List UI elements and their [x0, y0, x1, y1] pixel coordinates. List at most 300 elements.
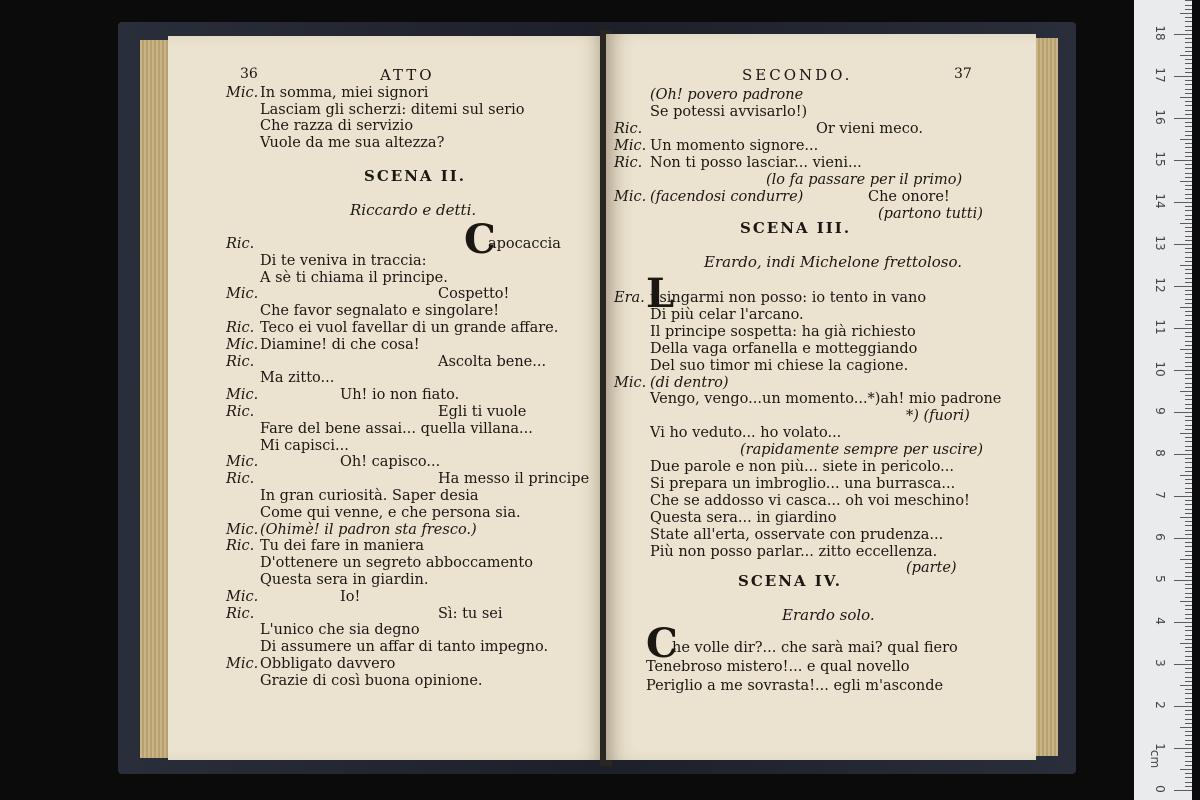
ruler-tick: [1185, 278, 1192, 279]
ruler-tick: [1185, 105, 1192, 106]
ruler-tick: [1185, 773, 1192, 774]
ruler-tick: [1174, 664, 1192, 665]
ruler-number: 5: [1153, 575, 1167, 583]
ruler-tick: [1185, 177, 1192, 178]
ruler-tick: [1185, 546, 1192, 547]
ruler-tick: [1185, 198, 1192, 199]
ruler-number: 9: [1153, 407, 1167, 415]
ruler-tick: [1180, 307, 1192, 308]
ruler-tick: [1185, 261, 1192, 262]
speaker-label: Mic.: [226, 588, 259, 605]
ruler-tick: [1185, 290, 1192, 291]
ruler-tick: [1185, 353, 1192, 354]
ruler-tick: [1185, 408, 1192, 409]
page-number: 36: [240, 66, 258, 82]
scene-title: SCENA III.: [740, 219, 852, 237]
text-line: Cospetto!: [438, 286, 510, 303]
ruler-tick: [1185, 173, 1192, 174]
ruler-tick: [1174, 496, 1192, 497]
ruler-number: 0: [1153, 785, 1167, 793]
text-line: State all'erta, osservate con prudenza...: [650, 526, 944, 543]
text-line: usingarmi non posso: io tento in vano: [650, 290, 927, 306]
ruler-tick: [1185, 714, 1192, 715]
ruler-tick: [1185, 9, 1192, 10]
speaker-label: Mic.: [614, 138, 647, 154]
ruler-tick: [1185, 110, 1192, 111]
ruler-tick: [1180, 55, 1192, 56]
ruler-tick: [1180, 475, 1192, 476]
ruler-tick: [1185, 206, 1192, 207]
ruler-tick: [1185, 513, 1192, 514]
ruler-tick: [1185, 5, 1192, 6]
left-page: [168, 36, 606, 760]
text-line: Uh! io non fiato.: [340, 387, 460, 404]
ruler-tick: [1174, 622, 1192, 623]
ruler-tick: [1185, 761, 1192, 762]
text-line: apocaccia: [488, 236, 561, 252]
ruler-tick: [1174, 370, 1192, 371]
ruler-tick: [1185, 47, 1192, 48]
ruler-tick: [1185, 752, 1192, 753]
ruler-tick: [1185, 51, 1192, 52]
ruler-tick: [1180, 685, 1192, 686]
speaker-label: Ric.: [614, 155, 643, 171]
ruler-tick: [1185, 42, 1192, 43]
text-line: Questa sera in giardin.: [260, 572, 429, 588]
ruler-tick: [1185, 542, 1192, 543]
ruler-tick: [1185, 698, 1192, 699]
ruler-tick: [1185, 509, 1192, 510]
ruler-tick: [1185, 483, 1192, 484]
ruler-tick: [1185, 689, 1192, 690]
ruler-tick: [1185, 534, 1192, 535]
text-line: (parte): [906, 560, 957, 577]
ruler-tick: [1185, 131, 1192, 132]
ruler-tick: [1185, 282, 1192, 283]
ruler-tick: [1185, 395, 1192, 396]
ruler-tick: [1185, 681, 1192, 682]
ruler-tick: [1185, 651, 1192, 652]
ruler-tick: [1185, 114, 1192, 115]
ruler-tick: [1174, 202, 1192, 203]
ruler-tick: [1185, 567, 1192, 568]
speaker-label: Mic.: [226, 656, 259, 672]
ruler-tick: [1180, 433, 1192, 434]
ruler-tick: [1174, 580, 1192, 581]
ruler-tick: [1174, 790, 1192, 791]
ruler-tick: [1180, 139, 1192, 140]
page-number: 37: [954, 66, 972, 82]
text-line: Vengo, vengo...un momento...*)ah! mio padrone: [650, 391, 1002, 408]
ruler-tick: [1180, 769, 1192, 770]
ruler-tick: [1185, 126, 1192, 127]
ruler-number: 7: [1153, 491, 1167, 499]
text-line: Non ti posso lasciar... vieni...: [650, 155, 862, 171]
text-line: Di più celar l'arcano.: [650, 306, 804, 323]
ruler-tick: [1185, 341, 1192, 342]
text-line: he volle dir?... che sarà mai? qual fiero: [672, 640, 958, 656]
ruler-number: 18: [1153, 25, 1167, 41]
ruler-tick: [1185, 588, 1192, 589]
ruler-tick: [1185, 252, 1192, 253]
ruler-tick: [1185, 563, 1192, 564]
ruler-tick: [1185, 357, 1192, 358]
ruler-tick: [1185, 399, 1192, 400]
speaker-label: Mic.: [226, 521, 259, 538]
text-line: Mi capisci...: [260, 437, 349, 454]
ruler-tick: [1185, 471, 1192, 472]
speaker-label: Era.: [614, 290, 645, 306]
ruler-tick: [1185, 156, 1192, 157]
speaker-label: Ric.: [226, 320, 255, 336]
ruler-tick: [1185, 668, 1192, 669]
ruler-tick: [1180, 559, 1192, 560]
ruler-tick: [1185, 656, 1192, 657]
ruler-tick: [1185, 374, 1192, 375]
speaker-label: Mic.: [226, 286, 259, 303]
ruler-tick: [1185, 420, 1192, 421]
ruler-tick: [1185, 68, 1192, 69]
ruler-tick: [1185, 576, 1192, 577]
scene-title: SCENA II.: [364, 167, 467, 185]
scene-cast: Erardo solo.: [782, 606, 875, 624]
ruler-tick: [1185, 366, 1192, 367]
ruler-tick: [1185, 17, 1192, 18]
ruler-tick: [1185, 0, 1192, 1]
ruler-tick: [1185, 215, 1192, 216]
text-line: Questa sera... in giardino: [650, 509, 837, 526]
ruler-tick: [1185, 458, 1192, 459]
ruler-tick: [1185, 609, 1192, 610]
ruler-tick: [1174, 454, 1192, 455]
speaker-label: Ric.: [226, 605, 255, 622]
ruler-tick: [1185, 80, 1192, 81]
ruler-tick: [1185, 30, 1192, 31]
ruler-tick: [1185, 299, 1192, 300]
ruler-number: 6: [1153, 533, 1167, 541]
ruler-tick: [1185, 525, 1192, 526]
ruler-tick: [1185, 416, 1192, 417]
ruler-tick: [1174, 286, 1192, 287]
speaker-label: Ric.: [226, 236, 255, 252]
text-line: Tenebroso mistero!... e qual novello: [646, 659, 910, 675]
speaker-label: Mic.: [226, 454, 259, 471]
text-line: Che favor segnalato e singolare!: [260, 303, 500, 320]
ruler-tick: [1185, 488, 1192, 489]
ruler-tick: [1185, 777, 1192, 778]
ruler-tick: [1180, 349, 1192, 350]
ruler-tick: [1185, 702, 1192, 703]
ruler-tick: [1185, 710, 1192, 711]
text-line: Fare del bene assai... quella villana...: [260, 420, 533, 437]
text-line: Tu dei fare in maniera: [260, 538, 424, 555]
ruler-tick: [1185, 521, 1192, 522]
ruler-tick: [1185, 593, 1192, 594]
ruler-tick: [1180, 601, 1192, 602]
ruler-tick: [1185, 152, 1192, 153]
text-line: (facendosi condurre): [650, 189, 804, 205]
ruler-tick: [1180, 643, 1192, 644]
ruler-tick: [1185, 614, 1192, 615]
ruler-tick: [1185, 231, 1192, 232]
ruler-tick: [1185, 210, 1192, 211]
ruler-tick: [1185, 429, 1192, 430]
text-line: A sè ti chiama il principe.: [260, 269, 448, 286]
ruler-tick: [1185, 782, 1192, 783]
speaker-label: Ric.: [226, 538, 255, 555]
text-line: Di te veniva in traccia:: [260, 252, 427, 269]
drop-cap: C: [646, 620, 678, 667]
ruler-number: 4: [1153, 617, 1167, 625]
speaker-label: Mic.: [226, 387, 259, 404]
text-line: Ma zitto...: [260, 370, 335, 387]
ruler-tick: [1185, 21, 1192, 22]
ruler-tick: [1185, 735, 1192, 736]
ruler-tick: [1185, 630, 1192, 631]
ruler-tick: [1185, 404, 1192, 405]
ruler-tick: [1185, 311, 1192, 312]
ruler-tick: [1185, 672, 1192, 673]
text-line: Che onore!: [868, 189, 950, 205]
ruler-tick: [1185, 740, 1192, 741]
text-line: Più non posso parlar... zitto eccellenza.: [650, 543, 938, 560]
ruler-tick: [1185, 122, 1192, 123]
ruler-tick: [1185, 387, 1192, 388]
text-line: Si prepara un imbroglio... una burrasca...: [650, 475, 956, 492]
ruler-number: 11: [1153, 319, 1167, 335]
ruler-tick: [1185, 315, 1192, 316]
ruler-tick: [1185, 731, 1192, 732]
scene-cast: Riccardo e detti.: [350, 201, 477, 219]
ruler-number: 12: [1153, 277, 1167, 293]
text-line: Come qui venne, e che persona sia.: [260, 504, 521, 521]
ruler-tick: [1185, 378, 1192, 379]
ruler-tick: [1185, 530, 1192, 531]
ruler-tick: [1185, 38, 1192, 39]
text-line: (Ohimè! il padron sta fresco.): [260, 521, 477, 538]
text-line: Di assumere un affar di tanto impegno.: [260, 639, 549, 656]
ruler-tick: [1185, 765, 1192, 766]
text-line: Diamine! di che cosa!: [260, 336, 420, 353]
text-line: Oh! capisco...: [340, 454, 441, 471]
ruler-tick: [1185, 719, 1192, 720]
ruler-tick: [1185, 693, 1192, 694]
ruler-tick: [1185, 618, 1192, 619]
ruler-number: 1: [1153, 743, 1167, 751]
ruler-tick: [1185, 584, 1192, 585]
ruler-tick: [1185, 467, 1192, 468]
running-header: SECONDO.: [742, 66, 853, 84]
ruler-tick: [1185, 441, 1192, 442]
text-line: Lasciam gli scherzi: ditemi sul serio: [260, 101, 525, 118]
drop-cap: C: [464, 216, 496, 263]
ruler-tick: [1185, 320, 1192, 321]
drop-cap: L: [646, 270, 675, 317]
ruler-number: 15: [1153, 151, 1167, 167]
scene-title: SCENA IV.: [738, 572, 843, 590]
text-line: (rapidamente sempre per uscire): [740, 442, 984, 459]
ruler-tick: [1185, 59, 1192, 60]
ruler-tick: [1185, 185, 1192, 186]
ruler-tick: [1185, 324, 1192, 325]
ruler-number: 16: [1153, 109, 1167, 125]
ruler-tick: [1185, 744, 1192, 745]
ruler-tick: [1174, 748, 1192, 749]
ruler-tick: [1185, 500, 1192, 501]
ruler-tick: [1185, 462, 1192, 463]
text-line: Ascolta bene...: [438, 353, 547, 370]
ruler-tick: [1185, 332, 1192, 333]
speaker-label: Mic.: [226, 85, 259, 101]
ruler-tick: [1180, 181, 1192, 182]
text-line: Del suo timor mi chiese la cagione.: [650, 357, 909, 374]
ruler-tick: [1185, 294, 1192, 295]
ruler-tick: [1185, 147, 1192, 148]
ruler-tick: [1180, 223, 1192, 224]
ruler-tick: [1185, 240, 1192, 241]
text-line: (partono tutti): [878, 206, 983, 222]
ruler-tick: [1185, 273, 1192, 274]
ruler-tick: [1185, 492, 1192, 493]
ruler-tick: [1174, 244, 1192, 245]
ruler-unit: cm: [1148, 749, 1163, 769]
ruler-number: 2: [1153, 701, 1167, 709]
ruler-tick: [1185, 219, 1192, 220]
text-line: Un momento signore...: [650, 138, 819, 154]
ruler-tick: [1185, 446, 1192, 447]
text-line: Egli ti vuole: [438, 404, 527, 420]
ruler-number: 14: [1153, 193, 1167, 209]
text-line: (di dentro): [650, 374, 729, 391]
text-line: L'unico che sia degno: [260, 622, 420, 639]
ruler-tick: [1185, 572, 1192, 573]
ruler-tick: [1185, 362, 1192, 363]
ruler-tick: [1185, 236, 1192, 237]
speaker-label: Ric.: [614, 121, 643, 137]
ruler-tick: [1174, 412, 1192, 413]
ruler-tick: [1185, 168, 1192, 169]
text-line: Obbligato davvero: [260, 656, 396, 672]
ruler-tick: [1185, 551, 1192, 552]
ruler-tick: [1185, 89, 1192, 90]
text-line: D'ottenere un segreto abboccamento: [260, 555, 533, 572]
text-line: Ha messo il principe: [438, 471, 590, 488]
text-line: Due parole e non più... siete in pericolo...: [650, 459, 954, 475]
ruler-tick: [1185, 101, 1192, 102]
text-line: Grazie di così buona opinione.: [260, 672, 483, 689]
ruler-tick: [1185, 660, 1192, 661]
right-page: [606, 34, 1036, 760]
text-line: Io!: [340, 588, 361, 605]
ruler-tick: [1185, 227, 1192, 228]
ruler-tick: [1185, 164, 1192, 165]
ruler-tick: [1185, 248, 1192, 249]
text-line: Sì: tu sei: [438, 605, 503, 622]
ruler-tick: [1180, 517, 1192, 518]
ruler-tick: [1185, 93, 1192, 94]
ruler-tick: [1185, 383, 1192, 384]
ruler-tick: [1180, 97, 1192, 98]
ruler-tick: [1185, 626, 1192, 627]
text-line: In gran curiosità. Saper desia: [260, 488, 479, 504]
speaker-label: Ric.: [226, 404, 255, 420]
ruler-tick: [1180, 13, 1192, 14]
speaker-label: Mic.: [614, 189, 647, 205]
ruler-number: 10: [1153, 361, 1167, 377]
ruler-tick: [1174, 706, 1192, 707]
ruler-tick: [1185, 639, 1192, 640]
ruler-tick: [1174, 118, 1192, 119]
ruler-tick: [1174, 76, 1192, 77]
ruler-tick: [1185, 756, 1192, 757]
text-line: Se potessi avvisarlo!): [650, 104, 808, 120]
ruler-tick: [1185, 425, 1192, 426]
text-line: Il principe sospetta: ha già richiesto: [650, 323, 916, 340]
text-line: Che se addosso vi casca... oh voi meschino!: [650, 492, 970, 509]
ruler-tick: [1185, 555, 1192, 556]
ruler-tick: [1185, 723, 1192, 724]
measuring-ruler: [1134, 0, 1192, 800]
ruler-tick: [1185, 479, 1192, 480]
text-line: Della vaga orfanella e motteggiando: [650, 340, 918, 357]
ruler-tick: [1185, 504, 1192, 505]
text-line: *) (fuori): [906, 408, 970, 425]
ruler-tick: [1185, 72, 1192, 73]
ruler-tick: [1185, 437, 1192, 438]
ruler-number: 13: [1153, 235, 1167, 251]
ruler-tick: [1185, 194, 1192, 195]
ruler-tick: [1174, 538, 1192, 539]
text-line: Teco ei vuol favellar di un grande affare.: [260, 320, 559, 336]
speaker-label: Ric.: [226, 471, 255, 488]
ruler-tick: [1185, 26, 1192, 27]
ruler-tick: [1174, 34, 1192, 35]
text-line: In somma, miei signori: [260, 85, 429, 101]
ruler-tick: [1185, 143, 1192, 144]
running-header: ATTO: [380, 66, 435, 84]
ruler-tick: [1185, 450, 1192, 451]
ruler-tick: [1185, 63, 1192, 64]
ruler-tick: [1180, 391, 1192, 392]
ruler-tick: [1185, 303, 1192, 304]
speaker-label: Mic.: [614, 374, 647, 391]
text-line: Vi ho veduto... ho volato...: [650, 425, 842, 442]
ruler-tick: [1185, 597, 1192, 598]
ruler-tick: [1185, 336, 1192, 337]
ruler-tick: [1185, 135, 1192, 136]
speaker-label: Ric.: [226, 353, 255, 370]
text-line: (Oh! povero padrone: [650, 87, 804, 103]
ruler-tick: [1185, 189, 1192, 190]
ruler-number: 17: [1153, 67, 1167, 83]
ruler-number: 8: [1153, 449, 1167, 457]
ruler-tick: [1185, 786, 1192, 787]
ruler-tick: [1185, 635, 1192, 636]
ruler-tick: [1174, 160, 1192, 161]
ruler-tick: [1174, 328, 1192, 329]
ruler-tick: [1185, 84, 1192, 85]
text-line: Periglio a me sovrasta!... egli m'asconde: [646, 678, 944, 694]
ruler-tick: [1185, 605, 1192, 606]
text-line: Vuole da me sua altezza?: [260, 134, 445, 151]
text-line: Che razza di servizio: [260, 118, 414, 135]
ruler-tick: [1185, 647, 1192, 648]
ruler-tick: [1185, 345, 1192, 346]
ruler-tick: [1185, 269, 1192, 270]
speaker-label: Mic.: [226, 336, 259, 353]
ruler-tick: [1180, 727, 1192, 728]
text-line: (lo fa passare per il primo): [766, 172, 963, 188]
